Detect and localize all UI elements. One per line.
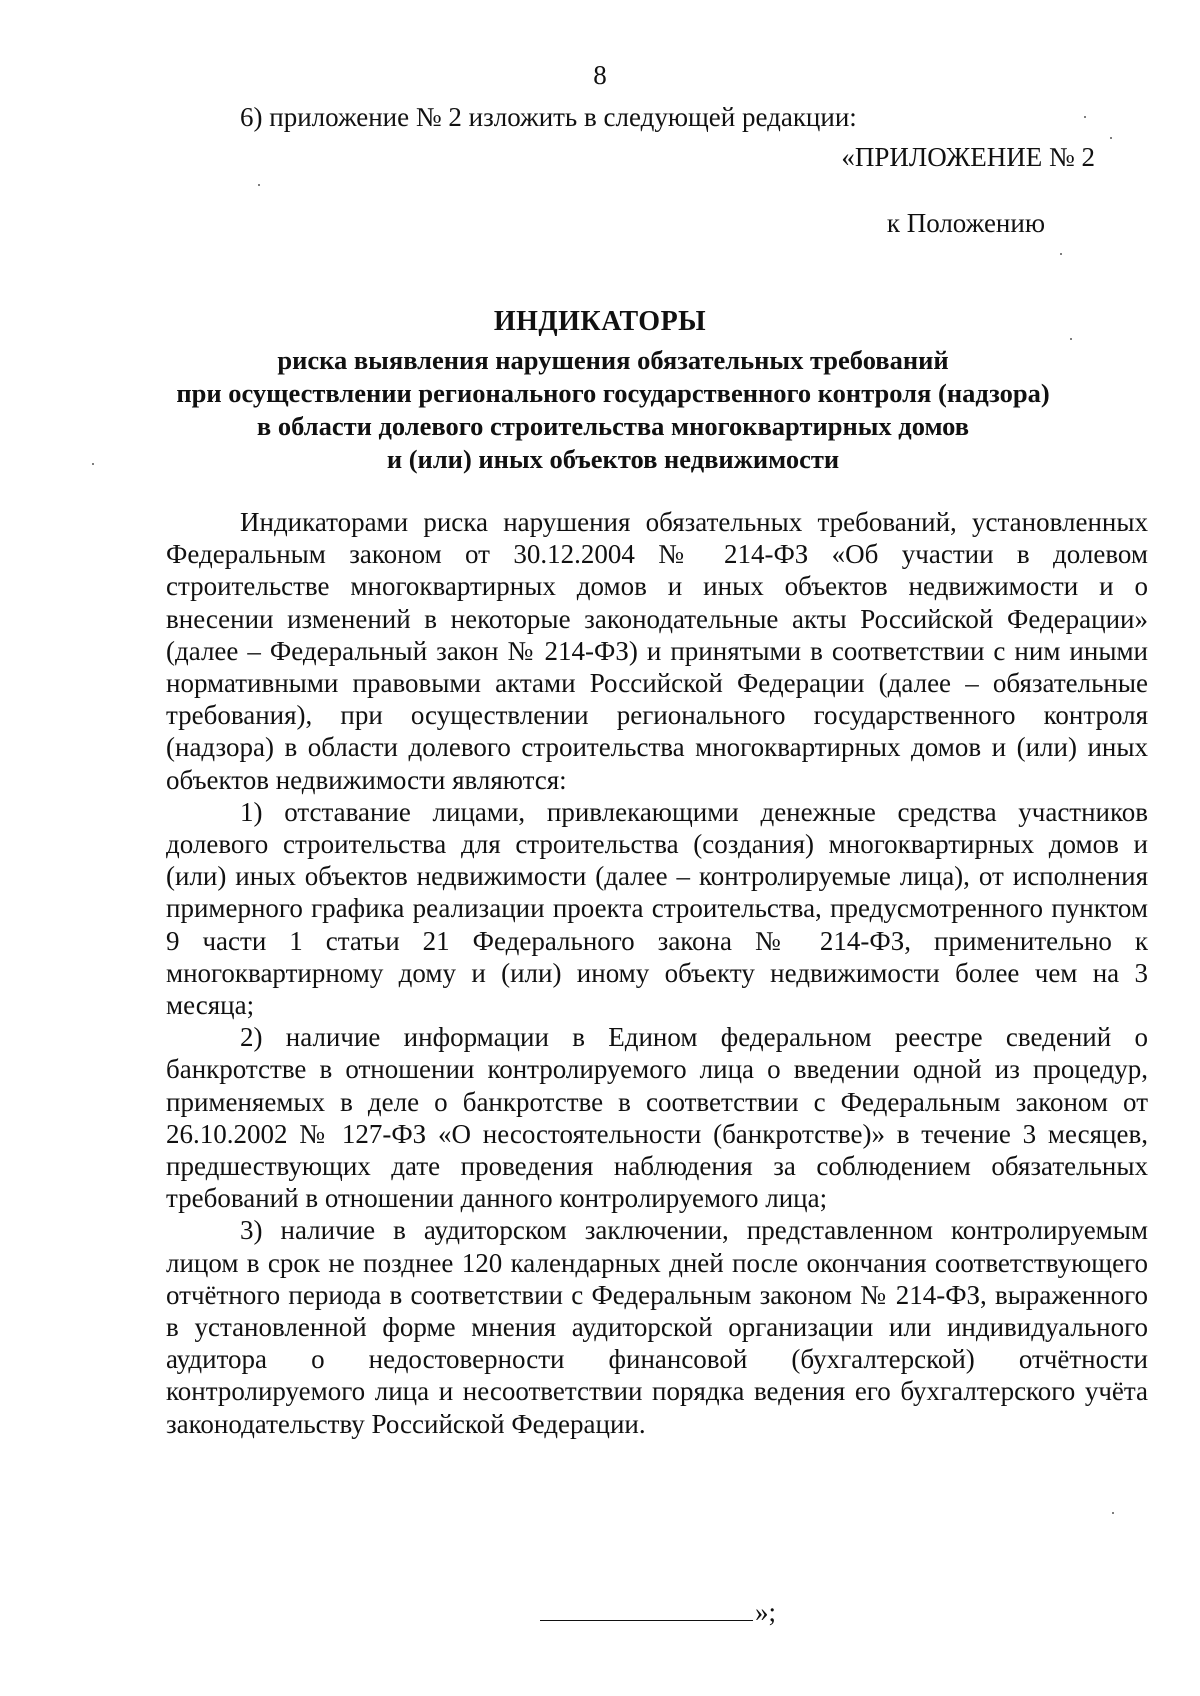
scan-speck <box>1112 1512 1114 1514</box>
subtitle-line: при осуществлении регионального государственного контроля (надзора) <box>176 378 1050 408</box>
body-paragraph-item-3: 3) наличие в аудиторском заключении, представленном контролируемым лицом в срок не позднее 120 календарных дней после окончания соответствующего отчётного периода в соответствии с Федеральным законом № 214-ФЗ, выраженного в установленной форме мнения аудиторской организации или индивидуального аудитора о недостоверности финансовой (бухгалтерской) отчётности контролируемого лица и несоответствии порядка ведения его бухгалтерского учёта законодательству Российской Федерации. <box>166 1215 1148 1439</box>
body-paragraph-item-1: 1) отставание лицами, привлекающими денежные средства участников долевого строительства для строительства (создания) многоквартирных домов и (или) иных объектов недвижимости (далее – контролируемые лица), от исполнения примерного графика реализации проекта строительства, предусмотренного пунктом 9 части 1 статьи 21 Федерального закона № 214-ФЗ, применительно к многоквартирному дому и (или) иному объекту недвижимости более чем на 3 месяца; <box>166 796 1148 1021</box>
document-body <box>166 506 1148 1440</box>
page-number: 8 <box>593 60 607 90</box>
appendix-reference: к Положению <box>886 208 1045 238</box>
document-title: ИНДИКАТОРЫ <box>493 306 707 337</box>
body-paragraph-intro: Индикаторами риска нарушения обязательных требований, установленных Федеральным законом от 30.12.2004 № 214-ФЗ «Об участии в долевом строительстве многоквартирных домов и иных объектов недвижимости и о внесении изменений в некоторые законодательные акты Российской Федерации» (далее – Федеральный закон № 214-ФЗ) и принятыми в соответствии с ним иными нормативными правовыми актами Российской Федерации (далее – обязательные требования), при осуществлении регионального государственного контроля (надзора) в области долевого строительства многоквартирных домов и (или) иных объектов недвижимости являются: <box>166 507 1148 795</box>
scan-speck <box>1060 253 1062 255</box>
amendment-intro: 6) приложение № 2 изложить в следующей редакции: <box>240 102 857 132</box>
subtitle-line: в области долевого строительства многоквартирных домов <box>256 411 970 441</box>
appendix-heading: «ПРИЛОЖЕНИЕ № 2 <box>841 142 1095 172</box>
closing-line <box>540 1597 776 1628</box>
scan-speck <box>92 463 94 465</box>
scan-speck <box>1110 137 1112 139</box>
subtitle-line: и (или) иных объектов недвижимости <box>386 444 840 474</box>
document-subtitle <box>150 344 1076 476</box>
scan-speck <box>1070 338 1072 340</box>
scan-speck <box>258 184 260 186</box>
body-paragraph-item-2: 2) наличие информации в Едином федеральном реестре сведений о банкротстве в отношении контролируемого лица о введении одной из процедур, применяемых в деле о банкротстве в соответствии с Федеральным законом от 26.10.2002 № 127-ФЗ «О несостоятельности (банкротстве)» в течение 3 месяцев, предшествующих дате проведения наблюдения за соблюдением обязательных требований в отношении данного контролируемого лица; <box>166 1022 1148 1214</box>
scan-speck <box>1084 116 1086 118</box>
subtitle-line: риска выявления нарушения обязательных требований <box>277 345 949 375</box>
closing-underline <box>540 1598 753 1621</box>
closing-quote: »; <box>755 1597 777 1627</box>
